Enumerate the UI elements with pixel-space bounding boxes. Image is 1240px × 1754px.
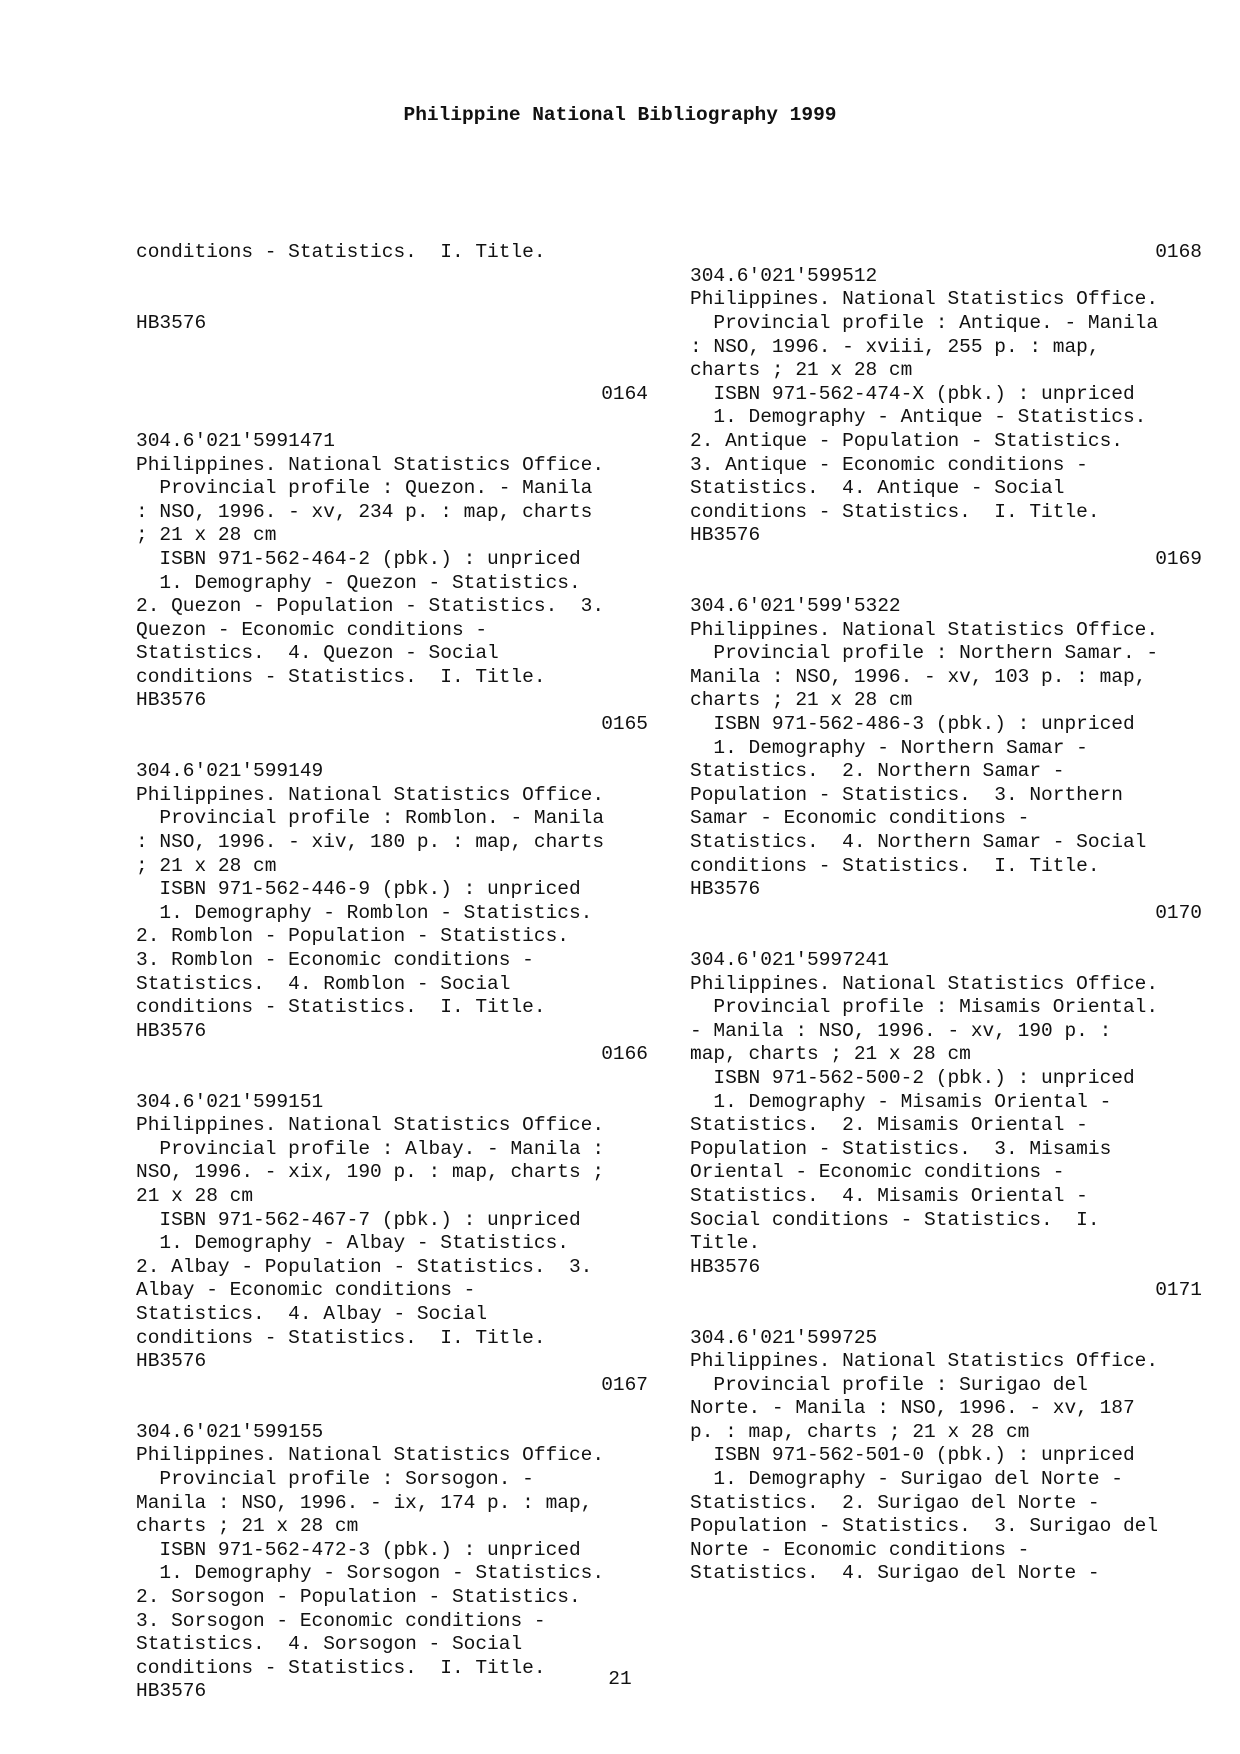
entry-line: Quezon - Economic conditions -: [136, 618, 488, 641]
entry-line: 1. Demography - Sorsogon - Statistics.: [136, 1562, 605, 1585]
entry-line: Samar - Economic conditions -: [690, 807, 1030, 830]
entry-line: Population - Statistics. 3. Misamis: [690, 1137, 1112, 1160]
entry-number: 0171: [1155, 1279, 1202, 1302]
entry-line: Statistics. 2. Misamis Oriental -: [690, 1114, 1088, 1137]
entry-line: Provincial profile : Sorsogon. -: [136, 1468, 534, 1491]
entry-line: Provincial profile : Albay. - Manila :: [136, 1137, 605, 1160]
bibliography-entry: [136, 383, 648, 713]
entry-line: Provincial profile : Quezon. - Manila: [136, 477, 593, 500]
entry-line: Statistics. 2. Northern Samar -: [690, 760, 1065, 783]
entry-spacer: [136, 1067, 648, 1091]
entry-line: Oriental - Economic conditions -: [690, 1161, 1065, 1184]
entry-line: Statistics. 4. Northern Samar - Social: [690, 831, 1147, 854]
entry-line: conditions - Statistics. I. Title.: [690, 854, 1100, 877]
entry-line: Statistics. 4. Romblon - Social: [136, 972, 511, 995]
entry-line: ; 21 x 28 cm: [136, 854, 277, 877]
entry-number: 0170: [1155, 901, 1202, 924]
entry-line: Provincial profile : Romblon. - Manila: [136, 807, 605, 830]
entry-line: Provincial profile : Northern Samar. -: [690, 642, 1159, 665]
entry-line: 304.6'021'599725: [690, 1326, 878, 1349]
entry-line: Albay - Economic conditions -: [136, 1279, 476, 1302]
entry-spacer: [136, 1397, 648, 1421]
entry-spacer: [690, 925, 1202, 949]
left-column: [136, 194, 648, 1728]
entry-line: Title.: [690, 1232, 761, 1255]
entry-line: conditions - Statistics. I. Title.: [136, 1656, 546, 1679]
bibliography-entry: [136, 1374, 648, 1704]
entry-line: charts ; 21 x 28 cm: [690, 689, 913, 712]
bibliography-entry: [690, 902, 1202, 1280]
bibliography-entry: [690, 1279, 1202, 1586]
entry-line: Population - Statistics. 3. Northern: [690, 783, 1123, 806]
entry-line: Philippines. National Statistics Office.: [136, 783, 605, 806]
entry-line: HB3576: [136, 1019, 207, 1042]
bibliography-entry: [690, 241, 1202, 548]
entry-line: p. : map, charts ; 21 x 28 cm: [690, 1420, 1030, 1443]
entry-line: Social conditions - Statistics. I.: [690, 1208, 1100, 1231]
page-number: 21: [608, 1668, 632, 1690]
entry-line: Statistics. 4. Surigao del Norte -: [690, 1562, 1100, 1585]
bibliography-entry: [136, 1043, 648, 1373]
entry-line: ISBN 971-562-472-3 (pbk.) : unpriced: [136, 1538, 581, 1561]
entry-line: HB3576: [136, 1350, 207, 1373]
entry-number: 0167: [601, 1373, 648, 1396]
entry-line: 3. Antique - Economic conditions -: [690, 453, 1088, 476]
entry-line: Norte - Economic conditions -: [690, 1538, 1030, 1561]
entry-line: 304.6'021'599512: [690, 264, 878, 287]
entry-line: 2. Sorsogon - Population - Statistics.: [136, 1586, 581, 1609]
entry-line: conditions - Statistics. I. Title.: [136, 1326, 546, 1349]
entry-line: : NSO, 1996. - xiv, 180 p. : map, charts: [136, 831, 605, 854]
entry-line: ISBN 971-562-446-9 (pbk.) : unpriced: [136, 878, 581, 901]
entry-line: conditions - Statistics. I. Title.: [690, 500, 1100, 523]
entry-line: conditions - Statistics. I. Title.: [136, 665, 546, 688]
entry-line: charts ; 21 x 28 cm: [136, 1515, 359, 1538]
entry-line: 304.6'021'599151: [136, 1090, 324, 1113]
entry-spacer: [690, 572, 1202, 596]
entry-line: Norte. - Manila : NSO, 1996. - xv, 187: [690, 1397, 1135, 1420]
entry-line: conditions - Statistics. I. Title.: [136, 996, 546, 1019]
entry-line: charts ; 21 x 28 cm: [690, 359, 913, 382]
entry-line: Manila : NSO, 1996. - ix, 174 p. : map,: [136, 1491, 593, 1514]
entry-number: 0166: [601, 1043, 648, 1066]
entry-line: HB3576: [136, 689, 207, 712]
entry-line: Provincial profile : Surigao del: [690, 1373, 1088, 1396]
entry-line: 2. Quezon - Population - Statistics. 3.: [136, 595, 605, 618]
entry-line: 1. Demography - Romblon - Statistics.: [136, 901, 593, 924]
entry-line: HB3576: [690, 1255, 761, 1278]
entry-line: 304.6'021'599'5322: [690, 595, 901, 618]
entry-line: 1. Demography - Antique - Statistics.: [690, 406, 1147, 429]
entry-line: ; 21 x 28 cm: [136, 524, 277, 547]
entry-spacer: [690, 1303, 1202, 1327]
entry-line: Provincial profile : Antique. - Manila: [690, 311, 1159, 334]
entry-line: ISBN 971-562-501-0 (pbk.) : unpriced: [690, 1444, 1135, 1467]
entry-line: HB3576: [690, 524, 761, 547]
entry-line: 304.6'021'5991471: [136, 429, 335, 452]
entry-line: HB3576: [136, 1680, 207, 1703]
bibliography-entry: [136, 713, 648, 1043]
entry-line: map, charts ; 21 x 28 cm: [690, 1043, 971, 1066]
entry-line: Statistics. 4. Quezon - Social: [136, 642, 499, 665]
entry-line: 1. Demography - Northern Samar -: [690, 736, 1088, 759]
entry-number: 0169: [1155, 547, 1202, 570]
entry-line: 1. Demography - Surigao del Norte -: [690, 1468, 1123, 1491]
entry-line: 1. Demography - Quezon - Statistics.: [136, 571, 581, 594]
entry-line: Philippines. National Statistics Office.: [136, 1114, 605, 1137]
entry-line: Philippines. National Statistics Office.: [690, 618, 1159, 641]
entry-line: ISBN 971-562-464-2 (pbk.) : unpriced: [136, 547, 581, 570]
entry-line: ISBN 971-562-500-2 (pbk.) : unpriced: [690, 1066, 1135, 1089]
entry-spacer: [136, 406, 648, 430]
entry-line: Statistics. 2. Surigao del Norte -: [690, 1491, 1100, 1514]
entry-line: Philippines. National Statistics Office.: [690, 1350, 1159, 1373]
entry-line: Statistics. 4. Sorsogon - Social: [136, 1633, 523, 1656]
entry-line: 304.6'021'599149: [136, 760, 324, 783]
entry-line: - Manila : NSO, 1996. - xv, 190 p. :: [690, 1019, 1112, 1042]
entry-line: Statistics. 4. Albay - Social: [136, 1302, 488, 1325]
page-title: Philippine National Bibliography 1999: [403, 104, 837, 126]
entry-line: : NSO, 1996. - xv, 234 p. : map, charts: [136, 500, 593, 523]
entry-line: Population - Statistics. 3. Surigao del: [690, 1515, 1159, 1538]
entry-line: Manila : NSO, 1996. - xv, 103 p. : map,: [690, 665, 1147, 688]
continued-line: HB3576: [136, 311, 207, 334]
entry-line: NSO, 1996. - xix, 190 p. : map, charts ;: [136, 1161, 605, 1184]
entry-line: Philippines. National Statistics Office.: [136, 453, 605, 476]
entry-number: 0165: [601, 713, 648, 736]
entry-line: 304.6'021'599155: [136, 1420, 324, 1443]
entry-line: : NSO, 1996. - xviii, 255 p. : map,: [690, 335, 1100, 358]
entry-number: 0168: [1155, 241, 1202, 264]
entry-line: 21 x 28 cm: [136, 1184, 254, 1207]
entry-line: 1. Demography - Albay - Statistics.: [136, 1232, 569, 1255]
entry-line: HB3576: [690, 878, 761, 901]
entry-line: 2. Romblon - Population - Statistics.: [136, 925, 569, 948]
entry-line: 2. Albay - Population - Statistics. 3.: [136, 1255, 593, 1278]
entry-line: 1. Demography - Misamis Oriental -: [690, 1090, 1112, 1113]
entry-line: Statistics. 4. Misamis Oriental -: [690, 1184, 1088, 1207]
entry-line: 2. Antique - Population - Statistics.: [690, 429, 1123, 452]
entry-line: Provincial profile : Misamis Oriental.: [690, 996, 1159, 1019]
entry-line: 3. Sorsogon - Economic conditions -: [136, 1609, 546, 1632]
entry-line: Statistics. 4. Antique - Social: [690, 477, 1065, 500]
bibliography-entry: [690, 548, 1202, 902]
entry-line: 3. Romblon - Economic conditions -: [136, 949, 534, 971]
right-column: [690, 194, 1202, 1610]
entry-spacer: [136, 737, 648, 761]
entry-line: ISBN 971-562-486-3 (pbk.) : unpriced: [690, 713, 1135, 736]
entry-number: 0164: [601, 382, 648, 405]
entry-line: Philippines. National Statistics Office.: [690, 972, 1159, 995]
entry-line: Philippines. National Statistics Office.: [136, 1444, 605, 1467]
entry-line: 304.6'021'5997241: [690, 949, 889, 971]
entry-line: ISBN 971-562-474-X (pbk.) : unpriced: [690, 382, 1135, 405]
entry-line: Philippines. National Statistics Office.: [690, 288, 1159, 311]
continued-line: conditions - Statistics. I. Title.: [136, 241, 546, 264]
entry-line: ISBN 971-562-467-7 (pbk.) : unpriced: [136, 1208, 581, 1231]
